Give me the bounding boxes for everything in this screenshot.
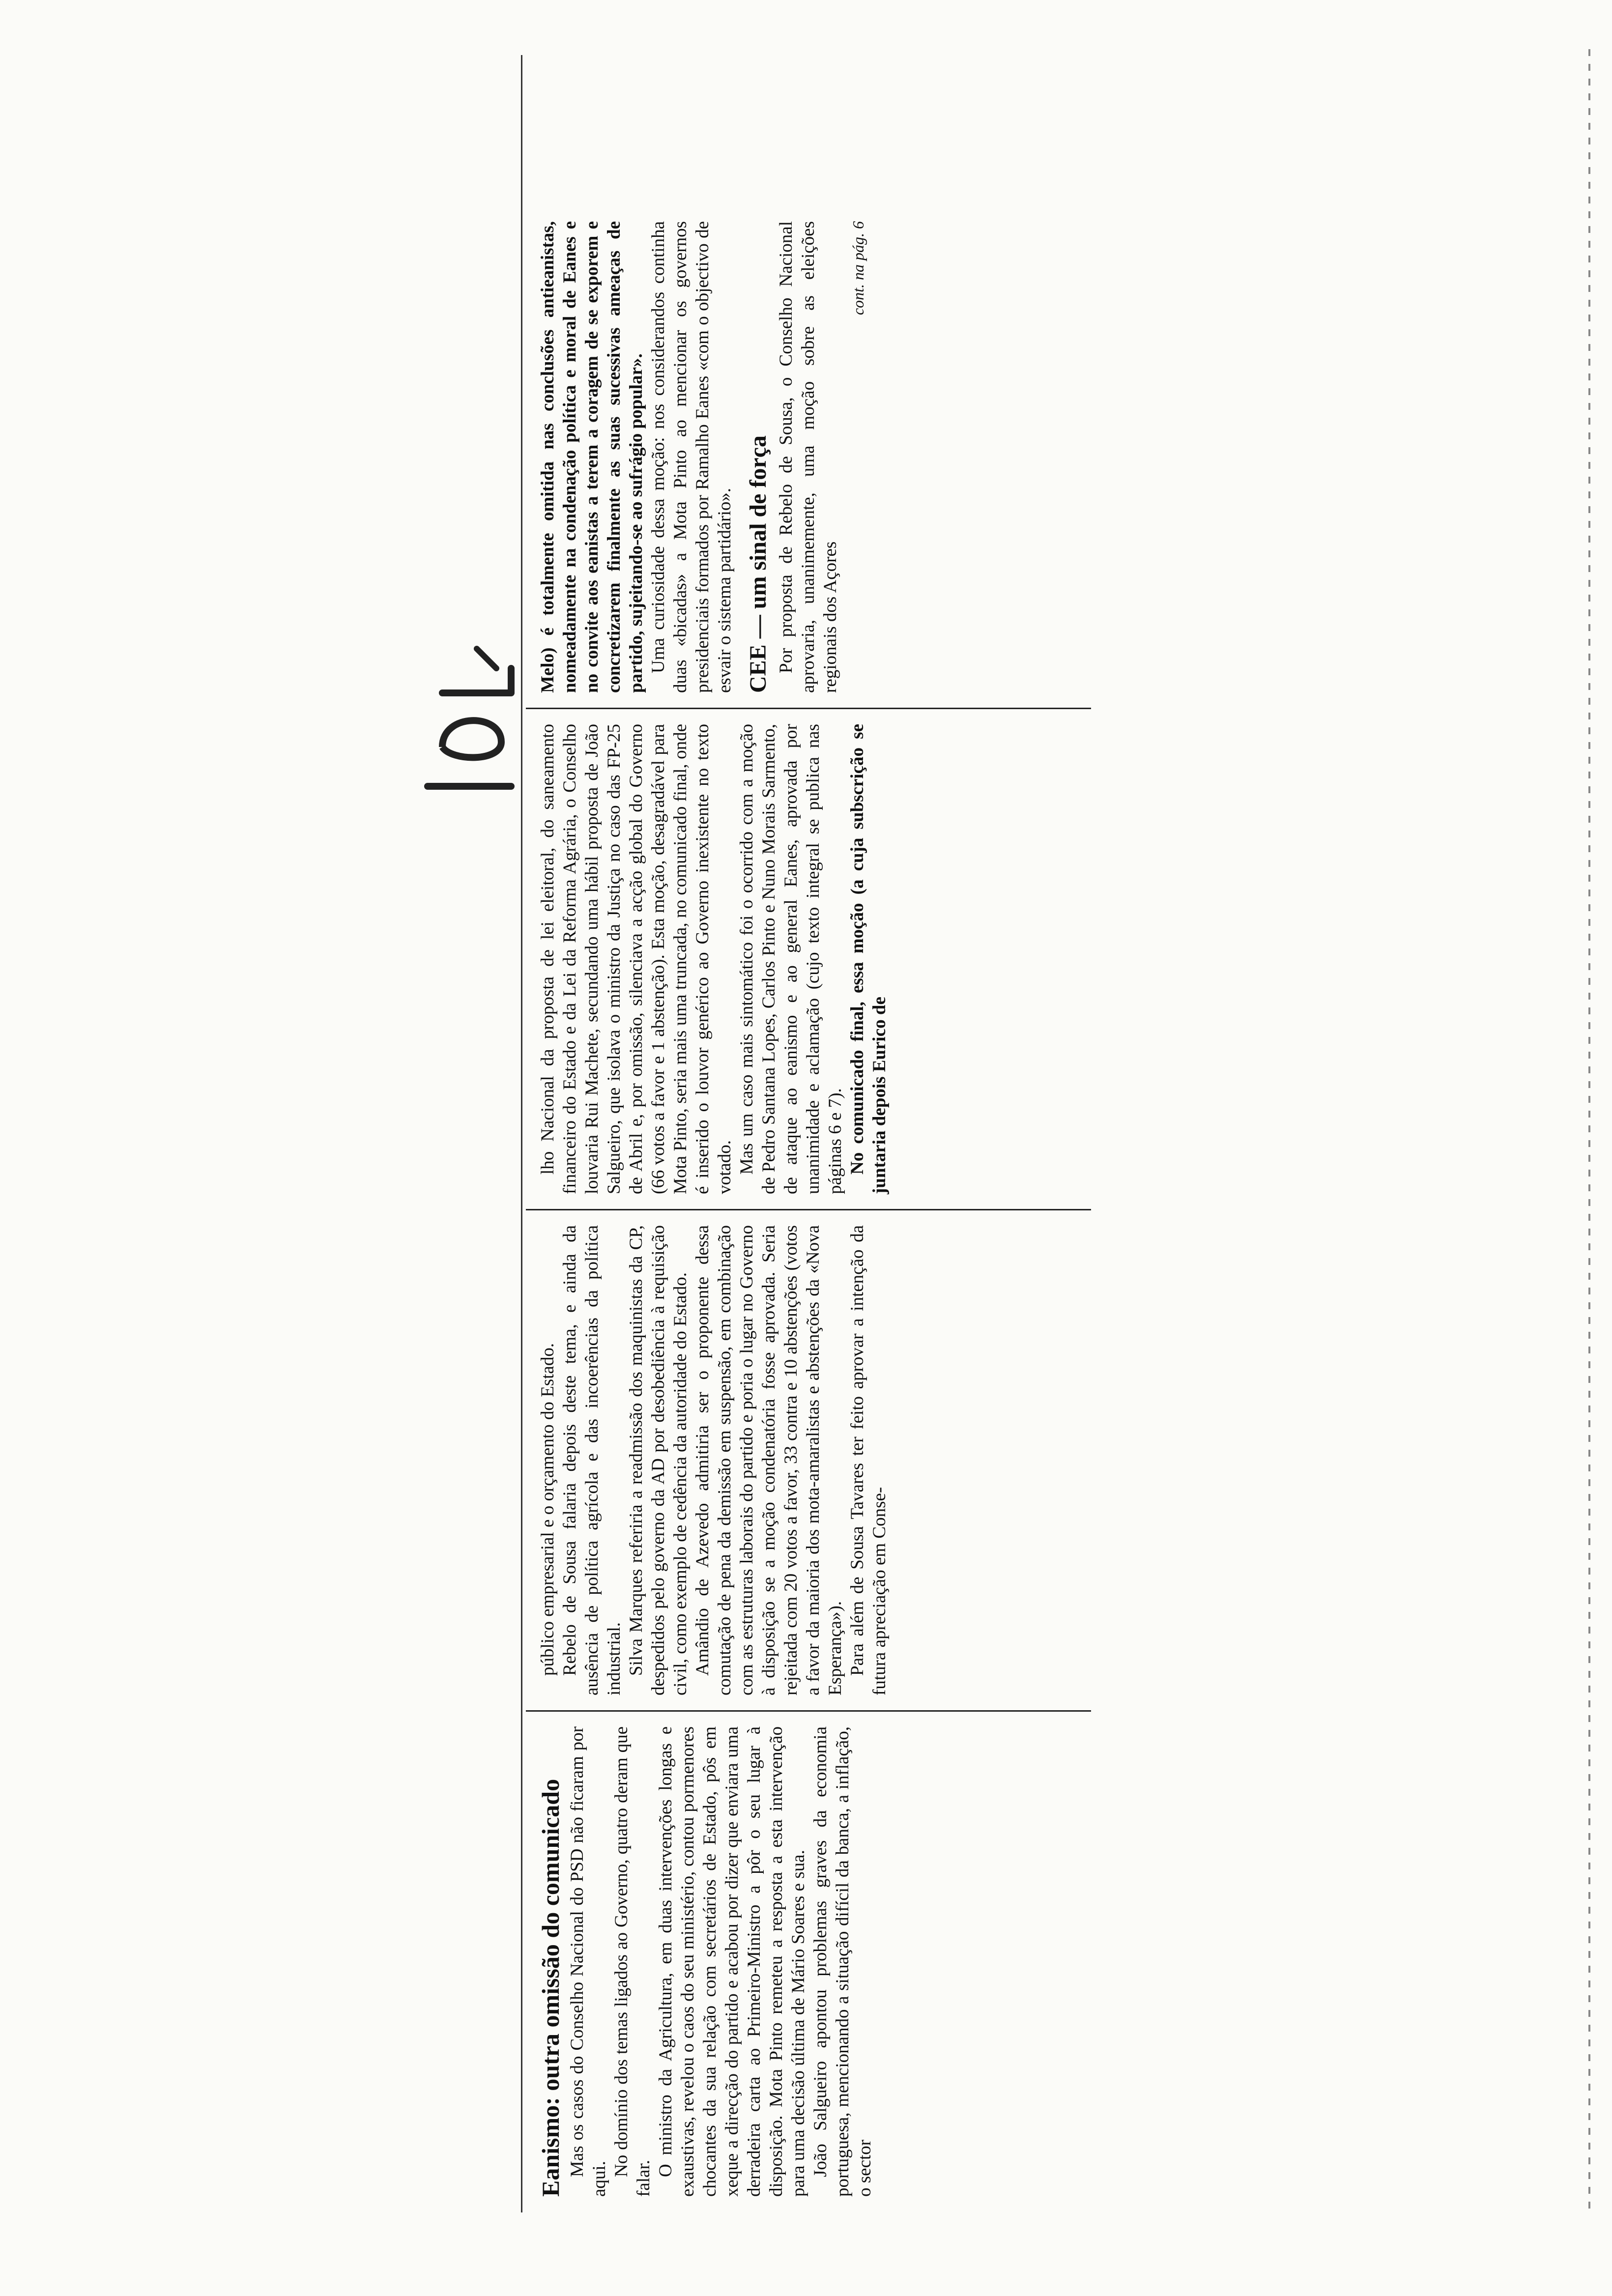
column-2 (526, 1209, 1091, 1710)
article-heading: Eanismo: outra omissão do comunicado (537, 1779, 564, 2197)
paragraph: Por proposta de Rebelo de Sousa, o Conselho Nacional aprovaria, unanimemente, uma moção sobre as eleições regionais dos Açores (776, 221, 840, 693)
paragraph: Mas um caso mais sintomático foi o ocorrido com a moção de Pedro Santana Lopes, Carlos Pinto e Nuno Morais Sarmento, de ataque ao eanismo e ao general Eanes, aprovada por unanimidade e aclamação (cujo texto integral se publica nas páginas 6 e 7). (737, 724, 845, 1194)
newspaper-clipping (526, 59, 1091, 2211)
continuation-note: cont. na pág. 6 (849, 221, 867, 316)
paragraph-bold: Melo) é totalmente omitida nas conclusões antieanistas, nomeadamente na condenação política e moral de Eanes e no convite aos eanistas a terem a coragem de se exporem e concretizarem finalmente as suas sucessivas ameaças de partido, sujeitando-se ao sufrágio popular». (538, 221, 646, 693)
paragraph: Para além de Sousa Tavares ter feito aprovar a intenção da futura apreciação em Conse- (847, 1225, 890, 1695)
paragraph: No comunicado final, essa moção (a cuja subscrição se juntaria depois Eurico de (847, 724, 890, 1194)
paragraph: João Salgueiro apontou problemas graves da economia portuguesa, mencionando a situação difícil da banca, a inflação, o sector (810, 1726, 875, 2197)
paragraph: Silva Marques referiria a readmissão dos maquinistas da CP, despedidos pelo governo da AD por desobediência à requisição civil, como exemplo de cedência da autoridade do Estado. (626, 1225, 691, 1695)
paragraph: Rebelo de Sousa falaria depois deste tema, e ainda da ausência de política agrícola e das incoerências da política industrial. (560, 1225, 624, 1695)
paragraph: Uma curiosidade dessa moção: nos considerandos continha duas «bicadas» a Mota Pinto ao mencionar os governos presidenciais formados por Ramalho Eanes «com o objectivo de esvair o sistema partidário». (648, 221, 735, 693)
handwritten-mark (413, 639, 531, 826)
section-heading: CEE — um sinal de força (745, 435, 771, 693)
column-3 (526, 708, 1091, 1209)
paragraph: lho Nacional da proposta de lei eleitoral, do saneamento financeiro do Estado e da Lei da Reforma Agrária, o Conselho louvaria Rui Machete, secundando uma hábil proposta de João Salgueiro, que isolava o ministro da Justiça no caso das FP-25 de Abril e, por omissão, silenciava a acção global do Governo (66 votos a favor e 1 abstenção). Esta moção, desagradável para Mota Pinto, seria mais uma truncada, no comunicado final, onde é inserido o louvor genérico ao Governo inexistente no texto votado. (538, 724, 735, 1194)
paragraph: O ministro da Agricultura, em duas intervenções longas e exaustivas, revelou o caos do seu ministério, contou pormenores chocantes da sua relação com secretários de Estado, pôs em xeque a direcção do partido e acabou por dizer que enviara uma derradeira carta ao Primeiro-Ministro a pôr o seu lugar à disposição. Mota Pinto remeteu a resposta a esta intervenção para uma decisão última de Mário Soares e sua. (656, 1726, 808, 2197)
column-4 (526, 206, 1091, 708)
paragraph: Mas os casos do Conselho Nacional do PSD não ficaram por aqui. (567, 1726, 609, 2197)
scan-edge-line (1588, 49, 1590, 2211)
paragraph: público empresarial e o orçamento do Estado. (538, 1343, 558, 1676)
paragraph: Amândio de Azevedo admitiria ser o proponente dessa comutação de pena da demissão em suspensão, em combinação com as estruturas laborais do partido e poria o lugar no Governo à disposição se a moção condenatória fosse aprovada. Seria rejeitada com 20 votos a favor, 33 contra e 10 abstenções (votos a favor da maioria dos mota-amaralistas e abstenções da «Nova Esperança»). (692, 1225, 845, 1695)
column-rule (521, 55, 522, 2212)
paragraph: No domínio dos temas ligados ao Governo, quatro deram que falar. (611, 1726, 654, 2197)
column-1 (526, 1710, 1091, 2211)
article (526, 59, 1091, 2211)
